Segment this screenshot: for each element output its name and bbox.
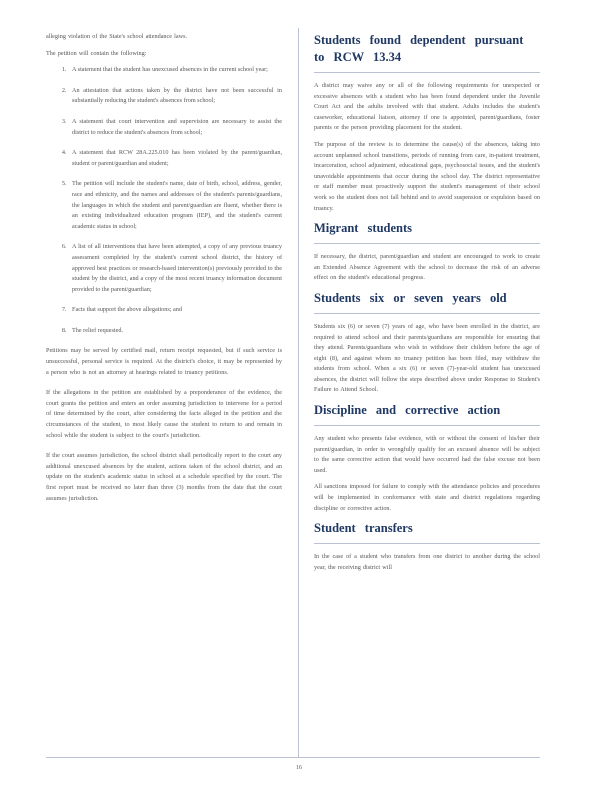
right-column [314, 32, 540, 579]
list-item: 6. A list of all interventions that have been attempted, a copy of any previous truancy assessment completed by the student's current school district, the history of approved best practices or research-based intervention(s) previously provided to the student by the district, and a copy of the most recent truancy information document provided to the parent/guardian; [68, 242, 282, 295]
paragraph: A district may waive any or all of the following requirements for unexpected or excessive absences with a student who has been found dependent under the Juvenile Court Act and the adults involved with that student. Adults includes the student's caseworker, educational liaison, attorney if one is appointed, parent/guardians, foster parents or the person providing placement for the student. [314, 82, 540, 132]
heading-dependent-students: Students found dependent pursuant to RCW 13.34 [314, 33, 524, 64]
heading-student-transfers: Student transfers [314, 521, 413, 536]
column-divider [298, 28, 299, 758]
list-item: 1. A statement that the student has unexcused absences in the current school year; [68, 65, 282, 76]
petition-contents-list [46, 65, 282, 336]
left-column [46, 32, 282, 510]
list-item: 7. Facts that support the above allegations; and [68, 305, 282, 316]
paragraph: All sanctions imposed for failure to comply with the attendance policies and procedures will be implemented in conformance with state and district regulations regarding discipline or corrective action. [314, 483, 540, 512]
paragraph: If necessary, the district, parent/guardian and student are encouraged to work to create an Extended Absence Agreement with the school to decrease the risk of an adverse effect on the student's educational progress. [314, 253, 540, 282]
intro-line: alleging violation of the State's school attendance laws. [46, 33, 188, 40]
paragraph: Students six (6) or seven (7) years of age, who have been enrolled in the district, are required to attend school and their parents/guardians are responsible for ensuring that they attend. Parents/guardians who wish to withdraw their children before the age of eight (8), and against whom no truancy petition has been filed, may withdraw the students from school. When a six (6) or seven (7)-year-old student has unexcused absences, the district will follow the steps described above under Response to Student's Failure to Attend School. [314, 322, 540, 394]
footer-rule [46, 757, 540, 758]
section-rule [314, 543, 540, 544]
petition-lead: The petition will contain the following: [46, 49, 147, 57]
section-rule [314, 313, 540, 314]
section-rule [314, 425, 540, 426]
section-rule [314, 72, 540, 73]
list-item: 3. A statement that court intervention and supervision are necessary to assist the district to reduce the student's absences from school; [68, 117, 282, 138]
list-item: 4. A statement that RCW 28A.225.010 has been violated by the parent/guardian, student or parent/guardian and student; [68, 148, 282, 169]
heading-discipline: Discipline and corrective action [314, 403, 501, 418]
section-rule [314, 243, 540, 244]
paragraph-service: Petitions may be served by certified mail, return receipt requested, but if such service is unsuccessful, personal service is required. At the district's choice, it may be represented by a person who is not an attorney at hearings related to truancy petitions. [46, 347, 282, 376]
paragraph-jurisdiction: If the allegations in the petition are established by a preponderance of the evidence, the court grants the petition and enters an order assuming jurisdiction to intervene for a period of time determined by the court, after considering the facts alleged in the petition and the circumstances of the student, to most likely cause the student to return to and remain in school while the student is subject to the court's jurisdiction. [46, 389, 282, 439]
paragraph-reporting: If the court assumes jurisdiction, the school district shall periodically report to the court any additional unexcused absences by the student, actions taken of the school district, and an update on the student's academic status in school at a schedule specified by the court. The first report must be received no later than three (3) months from the date that the court assumes jurisdiction. [46, 452, 282, 502]
page-number: 16 [296, 765, 302, 771]
list-item: 5. The petition will include the student's name, date of birth, school, address, gender, race and ethnicity, and the names and addresses of the student's parents/guardians, the languages in which the student and parent/guardian are fluent, whether there is an existing individualized education program (IEP), and the student's current academic status in school; [68, 179, 282, 232]
list-item: 8. The relief requested. [68, 326, 282, 337]
paragraph: In the case of a student who transfers from one district to another during the school year, the receiving district will [314, 553, 540, 571]
heading-six-seven-years: Students six or seven years old [314, 290, 507, 305]
paragraph: Any student who presents false evidence, with or without the consent of his/her their parent/guardian, in order to wrongfully qualify for an excused absence will be subject to the same corrective action that would have occurred had the false excuse not been used. [314, 435, 540, 474]
heading-migrant-students: Migrant students [314, 221, 413, 236]
list-item: 2. An attestation that actions taken by the district have not been successful in substantially reducing the student's absences from school; [68, 86, 282, 107]
paragraph: The purpose of the review is to determine the cause(s) of the absences, taking into account unplanned school transitions, periods of running from care, in-patient treatment, incarceration, school adjustment, educational gaps, psychosocial issues, and the student's unavoidable appointments that occur during the school day. The district representative or staff member must proactively support the student's management of their school work so the student does not fall behind and to avoid suspension or expulsion based on truancy. [314, 140, 540, 212]
